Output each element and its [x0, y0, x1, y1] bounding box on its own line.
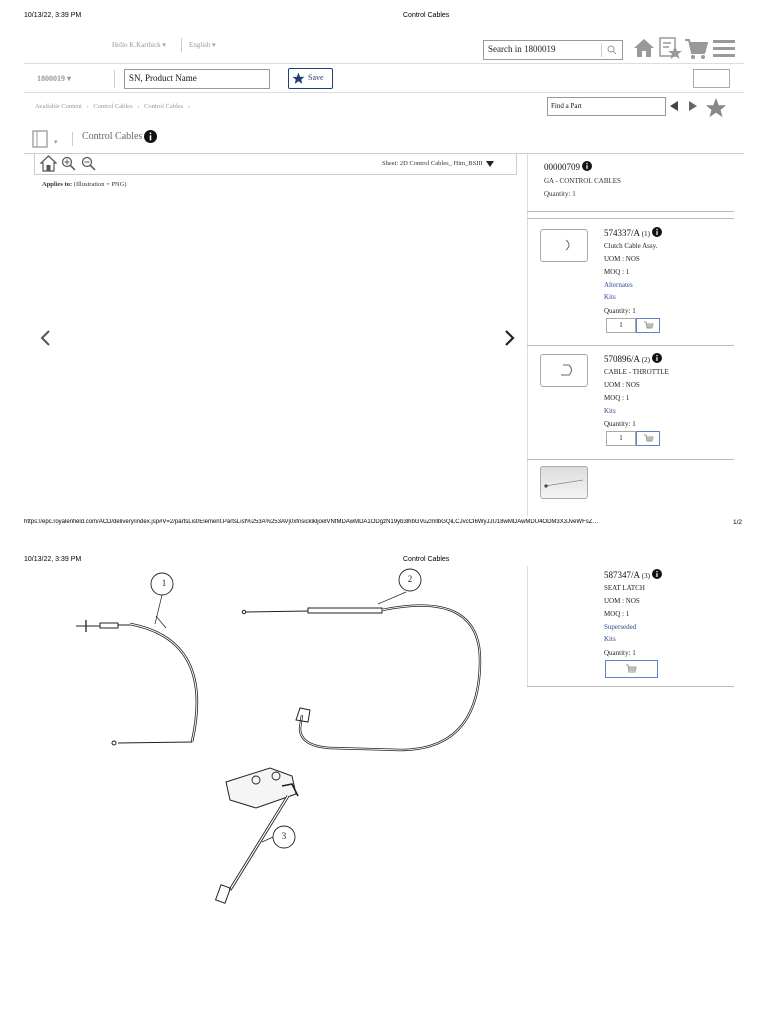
- breadcrumb: [35, 103, 193, 110]
- prev-result-icon[interactable]: [670, 101, 679, 111]
- part-name: SEAT LATCH: [604, 584, 645, 592]
- clutch-cable-drawing: [76, 616, 197, 745]
- info-icon[interactable]: [144, 130, 157, 143]
- save-label: Save: [308, 73, 324, 82]
- page-title: Control Cables: [82, 131, 143, 142]
- callout-label[interactable]: 2: [407, 574, 413, 584]
- zoom-in-icon[interactable]: [61, 156, 76, 171]
- print-timestamp: 10/13/22, 3:39 PM: [24, 556, 82, 563]
- add-to-cart-button[interactable]: [605, 660, 658, 678]
- search-input[interactable]: Search in 1800019: [488, 44, 556, 54]
- breadcrumb-item-control-cables-current[interactable]: Control Cables: [144, 103, 184, 110]
- cart-small-icon: [606, 661, 657, 677]
- home-view-icon[interactable]: [40, 155, 57, 172]
- part-moq: MOQ : 1: [604, 610, 630, 618]
- breadcrumb-separator: ›: [137, 103, 140, 110]
- control-cables-illustration: [60, 560, 500, 910]
- favorites-list-icon[interactable]: [658, 36, 682, 60]
- part-info-icon[interactable]: [652, 227, 662, 237]
- print-timestamp: 10/13/22, 3:39 PM: [24, 12, 82, 19]
- sn-product-placeholder: SN, Product Name: [129, 73, 197, 83]
- part-info-icon[interactable]: [652, 353, 662, 363]
- search-icon[interactable]: [607, 45, 617, 55]
- part-number-text: 570896/A: [604, 354, 640, 364]
- next-sheet-icon[interactable]: [505, 330, 515, 346]
- quantity-input[interactable]: 1: [606, 318, 636, 333]
- print-title: Control Cables: [403, 12, 450, 19]
- cart-small-icon: [637, 319, 659, 332]
- cart-icon[interactable]: [684, 38, 708, 60]
- part-moq: MOQ : 1: [604, 268, 630, 276]
- kits-link[interactable]: Kits: [604, 635, 616, 643]
- view-toggle[interactable]: [693, 69, 730, 88]
- add-to-cart-button[interactable]: [636, 318, 660, 333]
- part-ref: (1): [641, 230, 650, 238]
- seat-latch-thumbnail-icon: [541, 467, 587, 498]
- part-uom: UOM : NOS: [604, 597, 640, 605]
- part-thumbnail[interactable]: [540, 229, 588, 262]
- part-ref: (2): [641, 356, 650, 364]
- print-url: https://epc.royalenfield.com/ACD/delivery/index.jsp#V=2/partsList/Element.PartsList%253A%253AVj0xfnsicklkljoi8VNfMDAwMDA1ODgzN19yb3lhbGVuZmllbGQiLCJvcCI6WyJJU18wMDAwMDU4ODM3X3JveWFsZ…: [24, 519, 599, 525]
- alternates-link[interactable]: Alternates: [604, 281, 633, 289]
- kits-link[interactable]: Kits: [604, 293, 616, 301]
- cable-thumbnail-icon: [541, 355, 587, 386]
- part-number-text: 574337/A: [604, 228, 640, 238]
- print-title: Control Cables: [403, 556, 450, 563]
- home-icon[interactable]: [633, 37, 655, 59]
- superseded-link[interactable]: Superseded: [604, 623, 637, 631]
- part-info-icon[interactable]: [652, 569, 662, 579]
- add-to-cart-button[interactable]: [636, 431, 660, 446]
- prev-sheet-icon[interactable]: [40, 330, 50, 346]
- part-name: Clutch Cable Assy.: [604, 242, 658, 250]
- part-thumbnail[interactable]: [540, 354, 588, 387]
- callout-label[interactable]: 3: [281, 831, 287, 841]
- print-page-number: 1/2: [733, 519, 743, 526]
- part-quantity: Quantity: 1: [604, 649, 636, 657]
- caret-down-icon: [486, 161, 494, 167]
- part-uom: UOM : NOS: [604, 255, 640, 263]
- part-thumbnail[interactable]: [540, 466, 588, 499]
- favorite-star-icon[interactable]: [705, 97, 727, 119]
- breadcrumb-separator: ›: [187, 103, 191, 110]
- part-ref: (3): [641, 572, 650, 580]
- model-select[interactable]: 1800019 ▾: [37, 74, 72, 83]
- global-search[interactable]: [483, 40, 623, 60]
- star-icon: [292, 72, 305, 85]
- cart-small-icon: [637, 432, 659, 445]
- assembly-name: GA - CONTROL CABLES: [544, 177, 621, 185]
- assembly-info-icon[interactable]: [582, 161, 592, 171]
- next-result-icon[interactable]: [688, 101, 697, 111]
- part-number-text: 587347/A: [604, 570, 640, 580]
- sheet-select[interactable]: [382, 160, 494, 167]
- part-name: CABLE - THROTTLE: [604, 368, 669, 376]
- applies-to-value: (Illustration = PNG): [73, 181, 127, 188]
- chevron-down-icon[interactable]: ▾: [54, 138, 58, 146]
- callout-label[interactable]: 1: [161, 578, 167, 588]
- breadcrumb-item-control-cables[interactable]: Control Cables: [93, 103, 133, 110]
- part-quantity: Quantity: 1: [604, 420, 636, 428]
- save-button[interactable]: [288, 68, 333, 89]
- breadcrumb-item-available-content[interactable]: Available Content: [35, 103, 82, 110]
- menu-icon[interactable]: [712, 38, 736, 58]
- part-uom: UOM : NOS: [604, 381, 640, 389]
- sn-product-input[interactable]: [124, 69, 270, 89]
- part-quantity: Quantity: 1: [604, 307, 636, 315]
- part-number[interactable]: [604, 569, 662, 580]
- breadcrumb-separator: ›: [86, 103, 89, 110]
- zoom-out-icon[interactable]: [81, 156, 96, 171]
- quantity-input[interactable]: 1: [606, 431, 636, 446]
- sheet-label: Sheet: 2D Control Cables_ Him_BSIII: [382, 160, 483, 167]
- applies-to-label: Applies to:: [42, 181, 73, 188]
- language-select[interactable]: English ▾: [189, 41, 216, 49]
- kits-link[interactable]: Kits: [604, 407, 616, 415]
- assembly-quantity: Quantity: 1: [544, 190, 576, 198]
- user-greeting[interactable]: Hello K.Karthick ▾: [112, 41, 166, 49]
- part-moq: MOQ : 1: [604, 394, 630, 402]
- cable-thumbnail-icon: [541, 230, 587, 261]
- find-part-placeholder: Find a Part: [551, 102, 582, 110]
- applies-to: [42, 181, 127, 188]
- assembly-number[interactable]: [544, 161, 592, 172]
- assembly-number-text: 00000709: [544, 162, 580, 172]
- document-icon[interactable]: [32, 130, 50, 148]
- throttle-cable-drawing: [242, 592, 480, 750]
- part-number[interactable]: [604, 227, 662, 238]
- find-part-input[interactable]: [547, 97, 666, 116]
- part-number[interactable]: [604, 353, 662, 364]
